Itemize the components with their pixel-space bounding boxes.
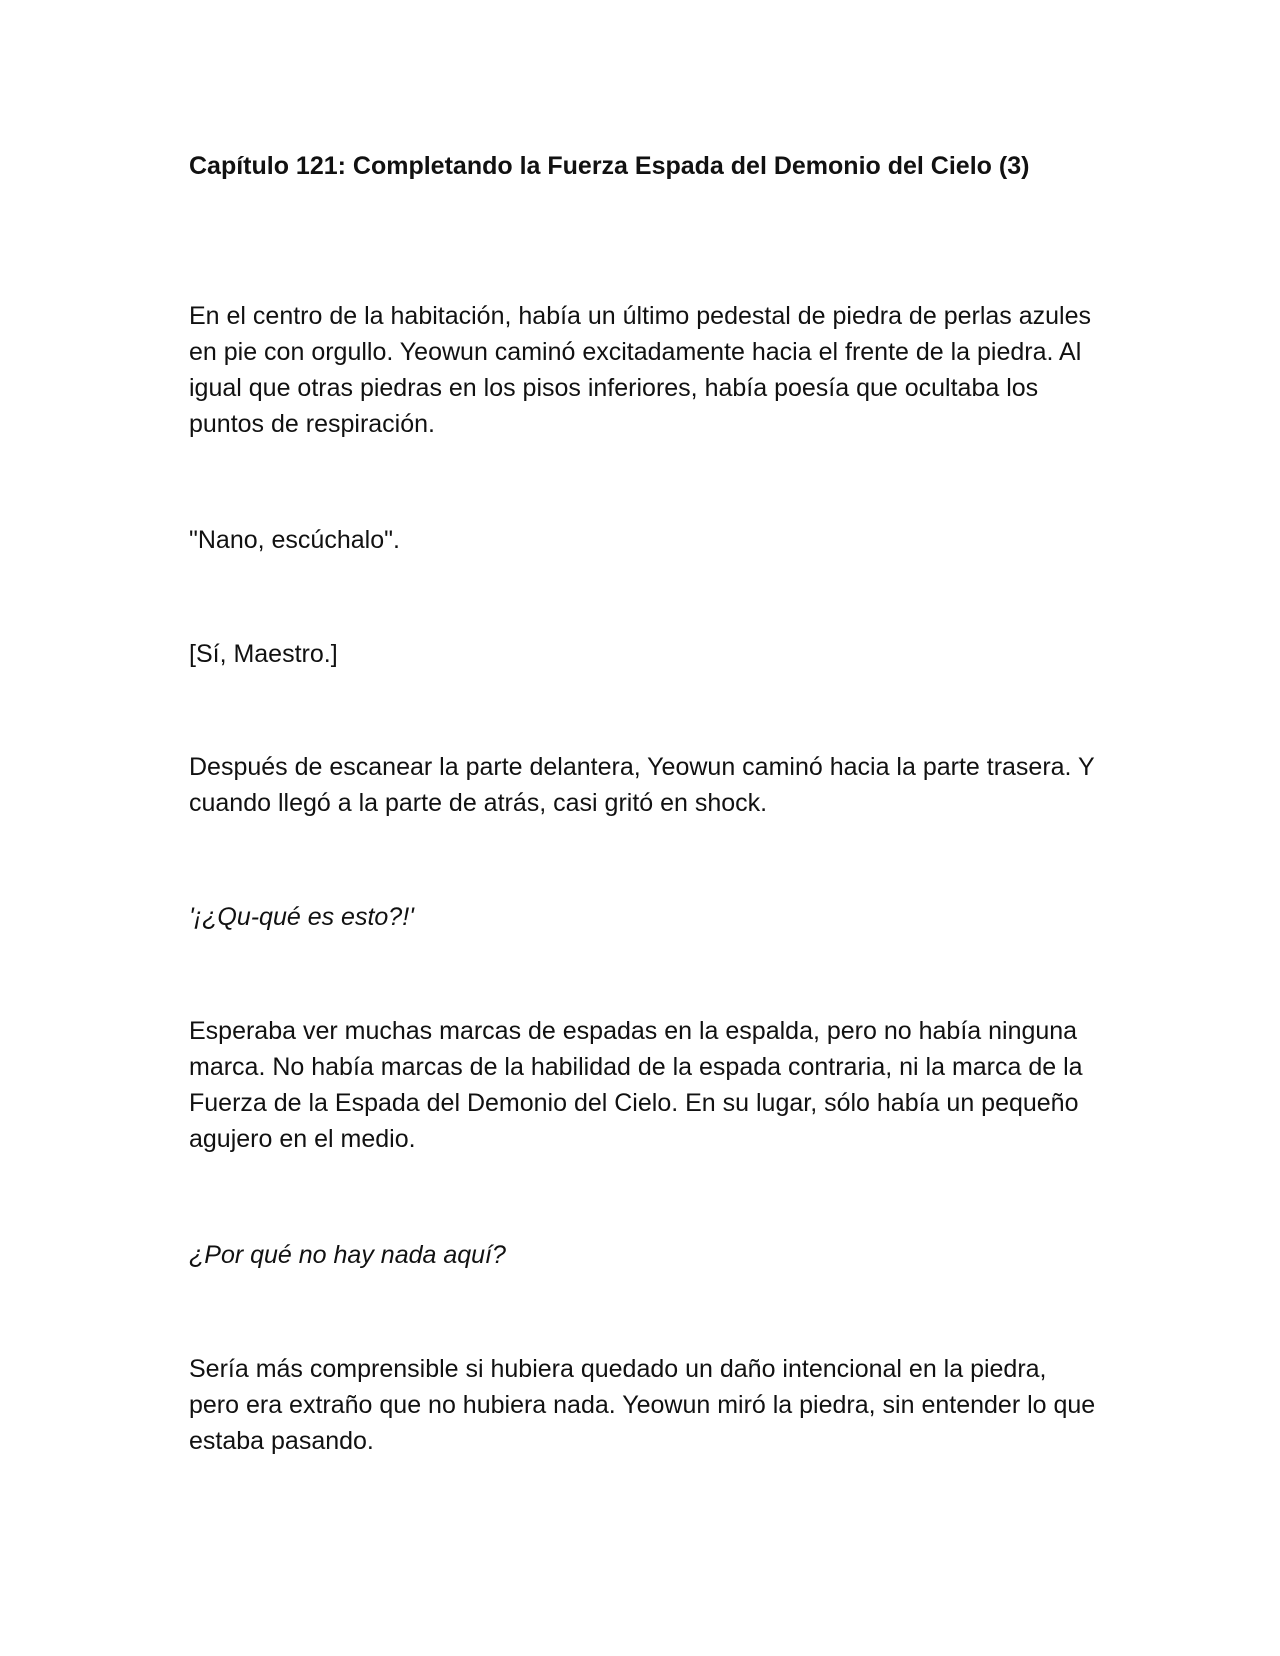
paragraph: En el centro de la habitación, había un último pedestal de piedra de perlas azules en pie con orgullo. Yeowun caminó excitadamente hacia el frente de la piedra. Al igual que otras piedras en los pisos inferiores, había poesía que ocultaba los puntos de respiración. (189, 302, 1091, 438)
inner-thought: '¡¿Qu-qué es esto?!' (189, 903, 414, 931)
chapter-title: Capítulo 121: Completando la Fuerza Espada del Demonio del Cielo (3) (189, 152, 1030, 180)
paragraph: Sería más comprensible si hubiera quedado un daño intencional en la piedra, pero era extraño que no hubiera nada. Yeowun miró la piedra, sin entender lo que estaba pasando. (189, 1355, 1096, 1455)
paragraph: Después de escanear la parte delantera, Yeowun caminó hacia la parte trasera. Y cuando llegó a la parte de atrás, casi gritó en shock. (189, 753, 1095, 817)
inner-thought: ¿Por qué no hay nada aquí? (189, 1241, 506, 1269)
dialogue-line: "Nano, escúchalo". (189, 526, 400, 554)
system-message: [Sí, Maestro.] (189, 640, 338, 668)
paragraph: Esperaba ver muchas marcas de espadas en la espalda, pero no había ninguna marca. No había marcas de la habilidad de la espada contraria, ni la marca de la Fuerza de la Espada del Demonio del Cielo. En su lugar, sólo había un pequeño agujero en el medio. (189, 1017, 1083, 1153)
